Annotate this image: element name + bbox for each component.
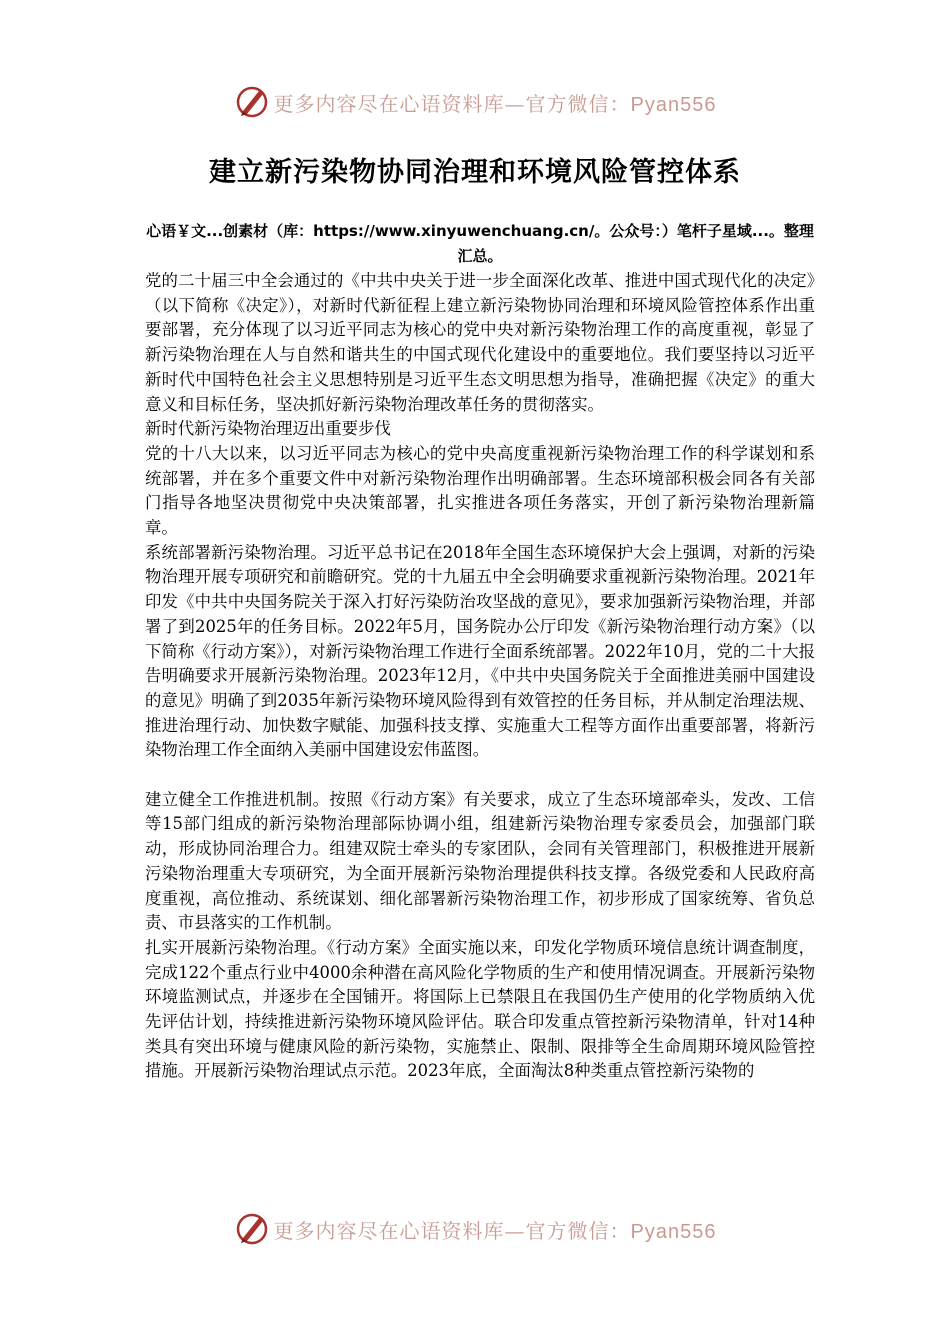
paragraph: 扎实开展新污染物治理。《行动方案》全面实施以来，印发化学物质环境信息统计调查制度，完成122个重点行业中4000余种潜在高风险化学物质的生产和使用情况调查。开展新污染物环境监测试点，并逐步在全国铺开。将国际上已禁限且在我国仍生产使用的化学物质纳入优先评估计划，持续推进新污染物环境风险评估。联合印发重点管控新污染物清单，针对14种类具有突出环境与健康风险的新污染物，实施禁止、限制、限排等全生命周期环境风险管控措施。开展新污染物治理试点示范。2023年底，全面淘汰8种类重点管控新污染物的 [145,937,815,1081]
paragraph: 系统部署新污染物治理。习近平总书记在2018年全国生态环境保护大会上强调，对新的污染物治理开展专项研究和前瞻研究。党的十九届五中全会明确要求重视新污染物治理。2021年印发《中共中央国务院关于深入打好污染防治攻坚战的意见》，要求加强新污染物治理，并部署了到2025年的任务目标。2022年5月，国务院办公厅印发《新污染物治理行动方案》（以下简称《行动方案》），对新污染物治理工作进行全面系统部署。2022年10月，党的二十大报告明确要求开展新污染物治理。2023年12月，《中共中央国务院关于全面推进美丽中国建设的意见》明确了到2035年新污染物环境风险得到有效管控的任务目标，并从制定治理法规、推进治理行动、加快数字赋能、加强科技支撑、实施重大工程等方面作出重要部署，将新污染物治理工作全面纳入美丽中国建设宏伟蓝图。 [145,542,815,760]
pen-logo-icon [234,84,270,120]
header-banner [0,82,950,122]
footer-banner-text: 更多内容尽在心语资料库—官方微信：Pyan556 [273,1218,717,1243]
pen-logo-icon [234,1211,270,1247]
source-line: 心语￥文...创素材（库：https://www.xinyuwenchuang.cn/。公众号：）笔杆子星域...。整理汇总。 [146,222,814,265]
header-wechat-id: Pyan556 [630,93,717,116]
footer-wechat-id: Pyan556 [630,1220,717,1243]
document-body [145,269,815,1084]
footer-banner [0,1209,950,1249]
paragraph: 党的十八大以来，以习近平同志为核心的党中央高度重视新污染物治理工作的科学谋划和系统部署，并在多个重要文件中对新污染物治理作出明确部署。生态环境部积极会同各有关部门指导各地坚决贯彻党中央决策部署，扎实推进各项任务落实，开创了新污染物治理新篇章。 [145,443,815,538]
document-title: 建立新污染物协同治理和环境风险管控体系 [209,157,741,188]
paragraph-intro: 党的二十届三中全会通过的《中共中央关于进一步全面深化改革、推进中国式现代化的决定》（以下简称《决定》），对新时代新征程上建立新污染物协同治理和环境风险管控体系作出重要部署，充分体现了以习近平同志为核心的党中央对新污染物治理工作的高度重视，彰显了新污染物治理在人与自然和谐共生的中国式现代化建设中的重要地位。我们要坚持以习近平新时代中国特色社会主义思想特别是习近平生态文明思想为指导，准确把握《决定》的重大意义和目标任务，坚决抓好新污染物治理改革任务的贯彻落实。 [145,271,815,414]
header-banner-text: 更多内容尽在心语资料库—官方微信：Pyan556 [273,91,717,116]
paragraph: 建立健全工作推进机制。按照《行动方案》有关要求，成立了生态环境部牵头，发改、工信等15部门组成的新污染物治理部际协调小组，组建新污染物治理专家委员会，加强部门联动，形成协同治理合力。组建双院士牵头的专家团队，会同有关管理部门，积极推进开展新污染物治理重大专项研究，为全面开展新污染物治理提供科技支撑。各级党委和人民政府高度重视，高位推动、系统谋划、细化部署新污染物治理工作，初步形成了国家统筹、省负总责、市县落实的工作机制。 [145,789,815,933]
section-heading: 新时代新污染物治理迈出重要步伐 [145,419,391,439]
